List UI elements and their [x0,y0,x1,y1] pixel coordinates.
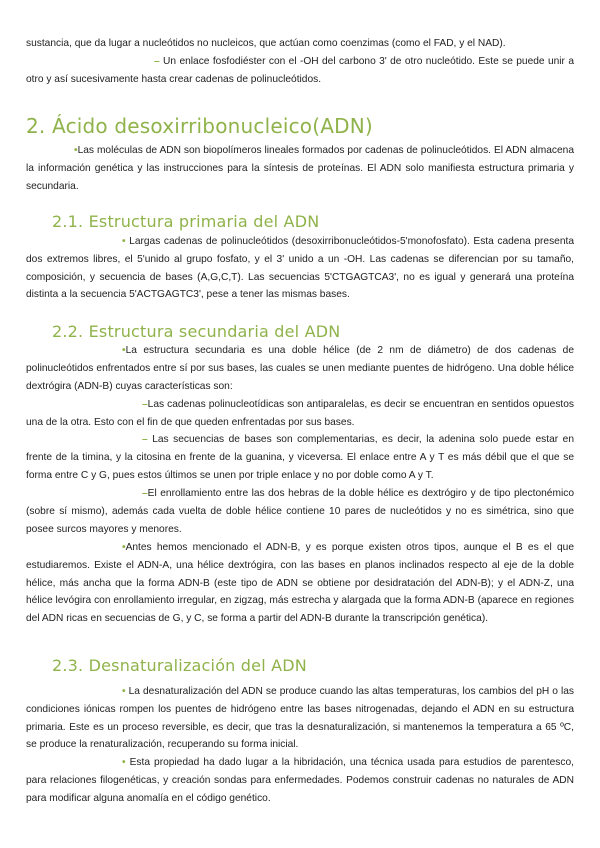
dash-bullet-icon [90,53,160,71]
bullet-icon [74,539,126,557]
section-2-paragraph: •Las moléculas de ADN son biopolímeros lineales formados por cadenas de polinucleótidos. El ADN almacena la información genética y las instrucciones para la síntesis de proteínas. El ADN solo manifiesta estructura primaria y secundaria. [26,142,574,195]
section-2-2-paragraph-1: •La estructura secundaria es una doble hélice (de 2 nm de diámetro) de dos cadenas de polinucleótidos enfrentados entre sí por sus bases, las cuales se unen mediante puentes de hidrógeno. Una doble hélice dextrógira (ADN-B) cuyas características son: [26,342,574,395]
bullet-icon [74,683,126,701]
bullet-icon [74,233,126,251]
section-2-2-bullet-3: –El enrollamiento entre las dos hebras de la doble hélice es dextrógiro y de tipo plectonémico (sobre sí mismo), además cada vuelta de doble hélice contiene 10 pares de nucleótidos y no es simétrica, sino que posee surcos mayores y menores. [26,485,574,538]
section-2-3-paragraph-2: • Esta propiedad ha dado lugar a la hibridación, una técnica usada para estudios de parentesco, para relaciones filogenéticas, y creación sondas para enfermedades. Podemos construir cadenas no naturales de ADN para modificar alguna anomalía en el código genético. [26,754,574,807]
dash-bullet-icon [84,431,148,449]
bullet-icon [74,342,126,360]
section-2-1-paragraph: • Largas cadenas de polinucleótidos (desoxirribonucleótidos-5'monofosfato). Esta cadena presenta dos extremos libres, el 5'unido al grupo fosfato, y el 3' unido a un -OH. Las cadenas se diferencian por su tamaño, composición, y secuencia de bases (A,G,C,T). Las secuencias 5'CTGAGTCA3', no es igual y generará una proteína distinta a la secuencia 5'ACTGAGTC3', pese a tener las mismas bases. [26,233,574,304]
section-2-heading: 2. Ácido desoxirribonucleico(ADN) [26,114,373,138]
section-2-3-paragraph-1: • La desnaturalización del ADN se produce cuando las altas temperaturas, los cambios del pH o las condiciones iónicas rompen los puentes de hidrógeno entre las bases nitrogenadas, dejando el ADN en su estructura primaria. Este es un proceso reversible, es decir, que tras la desnaturalización, si mantenemos la temperatura a 65 ºC, se produce la renaturalización, recuperando su forma inicial. [26,683,574,754]
section-2-1-heading: 2.1. Estructura primaria del ADN [52,212,320,231]
dash-bullet-icon [84,396,148,414]
section-2-2-heading: 2.2. Estructura secundaria del ADN [52,322,341,341]
section-2-2-paragraph-2: •Antes hemos mencionado el ADN-B, y es porque existen otros tipos, aunque el B es el que estudiaremos. Existe el ADN-A, una hélice dextrógira, con las bases en planos inclinados respecto al eje de la doble hélice, más ancha que la forma ADN-B (este tipo de ADN se obtiene por desidratación del ADN-B); y el ADN-Z, una hélice levógira con enrollamiento irregular, en zigzag, más estrecha y alargada que la forma ADN-B (aparece en regiones del ADN ricas en secuencias de G, y C, se forma a partir del ADN-B durante la transcripción genética). [26,539,574,628]
section-2-3-heading: 2.3. Desnaturalización del ADN [52,656,307,675]
intro-paragraph-2: – Un enlace fosfodiéster con el -OH del carbono 3' de otro nucleótido. Este se puede unir a otro y así sucesivamente hasta crear cadenas de polinucleótidos. [26,53,574,89]
bullet-icon [50,142,78,160]
bullet-icon [74,754,126,772]
dash-bullet-icon [84,485,148,503]
section-2-2-bullet-1: –Las cadenas polinucleotídicas son antiparalelas, es decir se encuentran en sentidos opuestos una de la otra. Esto con el fin de que queden enfrentadas por sus bases. [26,396,574,432]
section-2-2-bullet-2: – Las secuencias de bases son complementarias, es decir, la adenina solo puede estar en frente de la timina, y la citosina en frente de la guanina, y viceversa. El enlace entre A y T es más débil que el que se forma entre C y G, pues estos últimos se unen por triple enlace y no por doble como A y T. [26,431,574,484]
intro-paragraph-1: sustancia, que da lugar a nucleótidos no nucleicos, que actúan como coenzimas (como el FAD, y el NAD). [26,38,506,49]
